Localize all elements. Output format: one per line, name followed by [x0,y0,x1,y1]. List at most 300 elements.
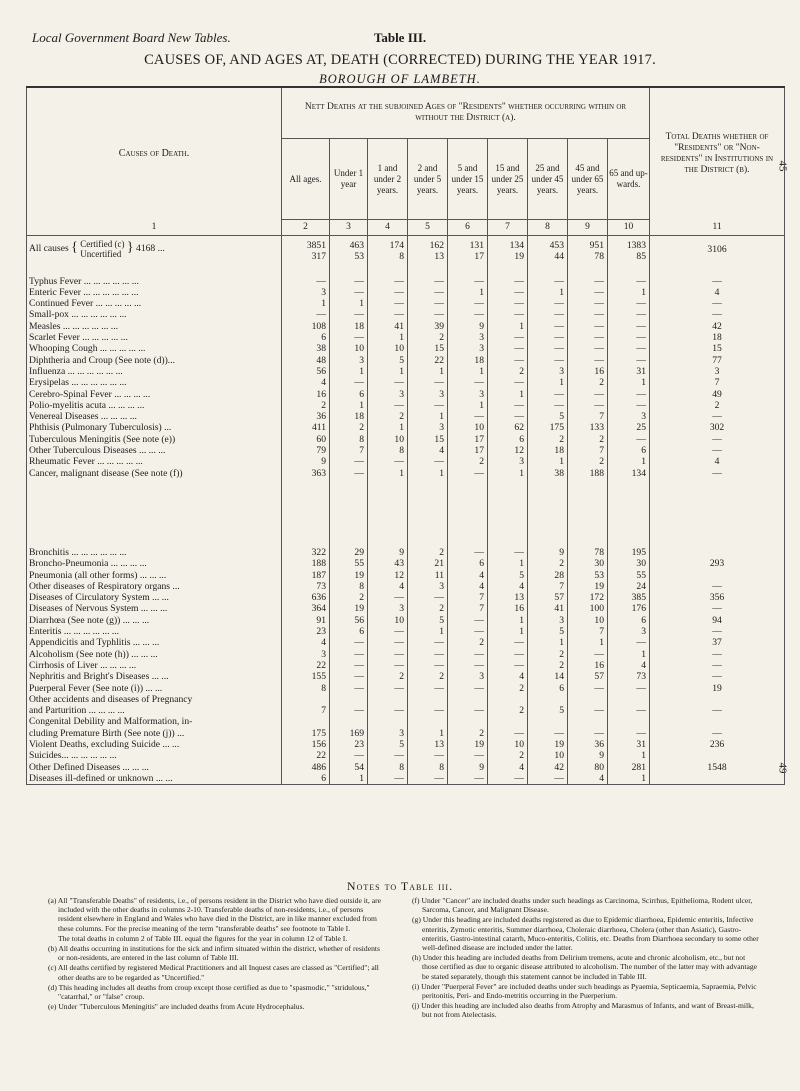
value-cell: 2 [448,728,488,739]
value-cell: 1 [488,615,528,626]
value-cell: 176 [608,603,650,614]
value-cell: 7 [528,581,568,592]
value-cell: 2 [448,637,488,648]
value-cell: 16 [282,389,330,400]
value-cell: 31 [608,366,650,377]
value-cell: 36 [568,739,608,750]
table-row [27,728,785,739]
value-cell: — [448,750,488,761]
value-cell: 19 [528,739,568,750]
value-cell: — [368,649,408,660]
value-cell: 1 [488,558,528,569]
value-cell: 57 [568,671,608,682]
value-cell: — [408,276,448,287]
value-cell [330,694,368,705]
value-cell: — [528,321,568,332]
value-cell: — [568,705,608,716]
value-cell: — [608,355,650,366]
value-cell: 1 [528,377,568,388]
institution-total-cell: — [650,276,785,287]
cause-cell: Typhus Fever ... ... ... ... ... ... [27,276,282,287]
value-cell: 3 [368,728,408,739]
table-row [27,468,785,479]
table-row [27,343,785,354]
cause-cell: Violent Deaths, excluding Suicide ... ... [27,739,282,750]
value-cell: 53 [330,251,368,262]
value-cell: — [448,547,488,558]
value-cell: 7 [568,626,608,637]
value-cell: 41 [368,321,408,332]
value-cell: — [448,705,488,716]
value-cell: — [608,276,650,287]
column-number: 11 [650,220,785,236]
value-cell: — [408,683,448,694]
value-cell: 17 [448,251,488,262]
page-number-bottom: 49 [776,762,789,774]
institution-total-cell: 19 [650,683,785,694]
value-cell: 5 [368,355,408,366]
value-cell: 1 [330,298,368,309]
note-paragraph: (c) All deaths certified by registered Medical Practitioners and all Inquest cases are classed as "Certified"; all other deaths are to be regarded as "Uncertified." [48,963,379,982]
value-cell: — [448,660,488,671]
value-cell: — [488,411,528,422]
empty-cell [448,263,488,276]
value-cell: 3 [448,389,488,400]
all-causes-label-cell [27,236,282,263]
cause-cell: Bronchitis ... ... ... ... ... ... [27,547,282,558]
value-cell: — [408,637,448,648]
value-cell: — [608,332,650,343]
value-cell: — [488,400,528,411]
empty-cell [650,479,785,547]
value-cell: 636 [282,592,330,603]
value-cell: 1 [368,366,408,377]
value-cell: 4 [488,762,528,773]
value-cell: — [330,287,368,298]
value-cell: — [368,626,408,637]
table-row [27,694,785,705]
cause-cell: Phthisis (Pulmonary Tuberculosis) ... [27,422,282,433]
value-cell: 4 [368,581,408,592]
value-cell: 41 [528,603,568,614]
uncertified-label: Uncertified [80,249,122,260]
institution-total-cell: 94 [650,615,785,626]
value-cell: 2 [330,592,368,603]
age-column-header: All ages. [282,139,330,220]
value-cell [448,716,488,727]
value-cell: 1 [488,321,528,332]
table-row [27,626,785,637]
cause-cell: Measles ... ... ... ... ... ... [27,321,282,332]
value-cell: 18 [528,445,568,456]
cause-cell: Pneumonia (all other forms) ... ... ... [27,570,282,581]
value-cell: — [488,287,528,298]
value-cell: — [568,298,608,309]
institution-total-cell: 7 [650,377,785,388]
institution-total-cell: — [650,298,785,309]
value-cell: 15 [408,343,448,354]
value-cell: 19 [330,603,368,614]
value-cell: — [568,343,608,354]
all-causes-label: All causes [29,243,69,255]
value-cell: 1 [528,287,568,298]
institution-total-cell: 18 [650,332,785,343]
value-cell [282,716,330,727]
value-cell [568,716,608,727]
value-cell: 56 [282,366,330,377]
value-cell: 28 [528,570,568,581]
brace-right: } [126,240,134,256]
value-cell: — [368,377,408,388]
value-cell [528,694,568,705]
brace-left: { [71,240,78,256]
all-causes-dots: ... [157,243,165,255]
value-cell: 80 [568,762,608,773]
value-cell: — [408,298,448,309]
value-cell: — [368,456,408,467]
value-cell: 23 [330,739,368,750]
value-cell: 1 [488,626,528,637]
value-cell: — [448,773,488,785]
value-cell: 3851 [282,236,330,252]
cause-cell: Rheumatic Fever ... ... ... ... ... [27,456,282,467]
cause-cell: Polio-myelitis acuta ... ... ... ... [27,400,282,411]
value-cell: — [528,355,568,366]
value-cell: 85 [608,251,650,262]
value-cell: — [488,773,528,785]
table-row [27,298,785,309]
table-row [27,434,785,445]
value-cell: 3 [408,581,448,592]
value-cell: — [488,298,528,309]
value-cell: — [488,343,528,354]
cause-cell: Diseases ill-defined or unknown ... ... [27,773,282,785]
table-row [27,570,785,581]
value-cell: 7 [282,705,330,716]
value-cell [368,694,408,705]
institution-total-cell [650,547,785,558]
nett-deaths-header: Nett Deaths at the subjoined Ages of "Residents" whether occurring within or without the District (a). [282,87,650,139]
value-cell: 364 [282,603,330,614]
column-number: 8 [528,220,568,236]
value-cell: 9 [448,762,488,773]
value-cell: 5 [488,570,528,581]
table-row [27,716,785,727]
total-deaths-header: Total Deaths whether of "Residents" or "Non-residents" in Institutions in the District (b). [650,87,785,220]
value-cell: — [368,592,408,603]
value-cell: 6 [488,434,528,445]
institution-total-cell: — [650,445,785,456]
empty-cell [528,263,568,276]
value-cell: 322 [282,547,330,558]
notes-title: Notes to Table iii. [346,879,454,893]
institution-total-cell: — [650,309,785,320]
note-paragraph: The total deaths in column 2 of Table III. equal the figures for the year in column 12 of Table I. [58,933,348,943]
certified-label: Certified (c) [80,239,125,250]
value-cell: — [368,637,408,648]
value-cell: — [608,434,650,445]
column-number: 5 [408,220,448,236]
cause-cell: Congenital Debility and Malformation, in- [27,716,282,727]
value-cell: 8 [368,762,408,773]
value-cell: 6 [448,558,488,569]
institution-total-cell: — [650,434,785,445]
certification-labels [80,239,124,259]
causes-of-death-table [26,86,785,785]
value-cell: — [330,637,368,648]
value-cell: 486 [282,762,330,773]
institution-total-cell [650,694,785,705]
value-cell: 1 [448,400,488,411]
table-row [27,762,785,773]
value-cell: 134 [608,468,650,479]
value-cell: 1 [608,456,650,467]
empty-cell [488,479,528,547]
value-cell: 4 [488,581,528,592]
cause-cell: Nephritis and Bright's Diseases ... ... [27,671,282,682]
value-cell: — [608,728,650,739]
value-cell: 10 [368,434,408,445]
table-row [27,456,785,467]
value-cell [528,716,568,727]
value-cell: 131 [448,236,488,252]
cause-cell: Diarrhœa (See note (g)) ... ... ... [27,615,282,626]
value-cell: 1 [608,750,650,761]
value-cell: 17 [448,434,488,445]
value-cell [608,716,650,727]
value-cell: 317 [282,251,330,262]
value-cell: 2 [528,434,568,445]
value-cell: 7 [330,445,368,456]
all-causes-certified-row [27,236,785,252]
value-cell: 2 [330,422,368,433]
notes-right-column [412,896,762,1021]
value-cell: 53 [568,570,608,581]
value-cell: — [368,683,408,694]
value-cell: 1 [608,773,650,785]
value-cell: — [488,276,528,287]
value-cell: 162 [408,236,448,252]
value-cell: — [608,705,650,716]
value-cell: 44 [528,251,568,262]
table-row [27,739,785,750]
institution-total-cell: 1548 [650,762,785,773]
table-row [27,683,785,694]
value-cell: — [448,615,488,626]
value-cell: 4 [448,570,488,581]
value-cell: 55 [330,558,368,569]
value-cell [488,716,528,727]
value-cell: 39 [408,321,448,332]
value-cell: — [408,592,448,603]
institution-total-cell [650,570,785,581]
institution-total-cell: 356 [650,592,785,603]
empty-cell [608,263,650,276]
cause-cell: Other Tuberculous Diseases ... ... ... [27,445,282,456]
value-cell: — [488,728,528,739]
empty-cell [330,479,368,547]
value-cell: — [568,276,608,287]
institution-total-cell: 3 [650,366,785,377]
value-cell: — [330,468,368,479]
note-paragraph: (f) Under "Cancer" are included deaths under such headings as Carcinoma, Scirrhus, Epithelioma, Rodent ulcer, Sarcoma, Cancer, and Malignant Disease. [412,896,753,915]
value-cell: — [488,547,528,558]
value-cell: 19 [568,581,608,592]
institution-total-cell: — [650,626,785,637]
value-cell: 8 [368,251,408,262]
note-paragraph: (a) All "Transferable Deaths" of residents, i.e., of persons resident in the District who have died outside it, are included with the other deaths in columns 2-10. Transferable deaths of non-residents, i.e., of persons resident elsewhere in England and Wales who have died in the District, are in like manner excluded from these columns. For the precise meaning of the term "transferable deaths" see footnote to Table I. [48,896,381,933]
value-cell: — [568,389,608,400]
value-cell: 7 [448,592,488,603]
table-row [27,377,785,388]
value-cell: 13 [408,739,448,750]
value-cell: 2 [488,683,528,694]
table-row [27,603,785,614]
value-cell: 1 [408,411,448,422]
value-cell: — [528,389,568,400]
value-cell: 156 [282,739,330,750]
page-subtitle: BOROUGH OF LAMBETH. [319,72,481,86]
value-cell: — [568,728,608,739]
value-cell: 2 [568,434,608,445]
value-cell: — [448,468,488,479]
value-cell: 2 [528,660,568,671]
empty-cell [650,263,785,276]
value-cell: — [448,683,488,694]
value-cell: 2 [368,671,408,682]
value-cell: 5 [528,411,568,422]
value-cell: — [368,287,408,298]
value-cell: 2 [408,547,448,558]
table-row [27,332,785,343]
value-cell: 79 [282,445,330,456]
value-cell: 78 [568,251,608,262]
value-cell: — [608,683,650,694]
value-cell: — [528,309,568,320]
value-cell: 195 [608,547,650,558]
cause-cell: Erysipelas ... ... ... ... ... ... [27,377,282,388]
value-cell: 2 [528,558,568,569]
value-cell: — [608,400,650,411]
value-cell: — [330,671,368,682]
value-cell: 1 [488,389,528,400]
cause-cell: Cancer, malignant disease (See note (f)) [27,468,282,479]
value-cell: — [408,750,448,761]
value-cell: 411 [282,422,330,433]
cause-cell: Diseases of Nervous System ... ... ... [27,603,282,614]
value-cell: — [408,456,448,467]
value-cell: 174 [368,236,408,252]
value-cell: 3 [528,615,568,626]
value-cell: 1 [448,366,488,377]
note-paragraph: (j) Under this heading are included also deaths from Atrophy and Marasmus of Infants, and want of Breast-milk, but not from Atelectasis. [412,1001,754,1020]
value-cell: 8 [330,581,368,592]
table-row [27,445,785,456]
value-cell: 13 [408,251,448,262]
spacer-row [27,479,785,547]
empty-cell [528,479,568,547]
value-cell: 15 [408,434,448,445]
value-cell: — [528,400,568,411]
value-cell: 100 [568,603,608,614]
table-row [27,400,785,411]
value-cell: 1 [608,287,650,298]
value-cell [488,694,528,705]
empty-cell [27,263,282,276]
value-cell: 10 [368,343,408,354]
table-row [27,321,785,332]
value-cell: 62 [488,422,528,433]
cause-cell: Suicides... ... ... ... ... ... [27,750,282,761]
value-cell: — [330,377,368,388]
value-cell: — [488,377,528,388]
value-cell: — [368,705,408,716]
value-cell: — [330,683,368,694]
value-cell: — [330,649,368,660]
value-cell: — [448,276,488,287]
cause-cell: Whooping Cough ... ... ... ... ... [27,343,282,354]
value-cell: 73 [282,581,330,592]
value-cell: 30 [608,558,650,569]
table-row [27,422,785,433]
empty-cell [368,479,408,547]
value-cell: 3 [330,355,368,366]
table-row [27,411,785,422]
value-cell: 187 [282,570,330,581]
value-cell: — [408,660,448,671]
value-cell: — [368,750,408,761]
value-cell: — [568,321,608,332]
value-cell: 18 [330,321,368,332]
value-cell: — [368,400,408,411]
table-row [27,581,785,592]
value-cell: — [568,683,608,694]
value-cell: 6 [608,445,650,456]
value-cell: 2 [488,750,528,761]
value-cell: 8 [282,683,330,694]
value-cell: 463 [330,236,368,252]
column-number: 2 [282,220,330,236]
value-cell: 951 [568,236,608,252]
value-cell: 19 [330,570,368,581]
value-cell: — [608,298,650,309]
value-cell: 3 [448,332,488,343]
institution-total-cell: — [650,603,785,614]
value-cell: 1 [330,773,368,785]
value-cell: — [608,321,650,332]
age-column-header: 65 and up-wards. [608,139,650,220]
value-cell: 42 [528,762,568,773]
value-cell: — [368,276,408,287]
value-cell: 175 [282,728,330,739]
value-cell: 1 [282,298,330,309]
age-column-header: 45 and under 65 years. [568,139,608,220]
value-cell: 38 [282,343,330,354]
cause-cell: Other diseases of Respiratory organs ... [27,581,282,592]
value-cell: 8 [368,445,408,456]
notes-left-column [48,896,383,1012]
value-cell: 10 [568,615,608,626]
value-cell: — [448,411,488,422]
value-cell [408,716,448,727]
empty-cell [608,479,650,547]
value-cell: 2 [408,603,448,614]
value-cell: — [330,332,368,343]
value-cell: 12 [488,445,528,456]
value-cell: 55 [608,570,650,581]
institution-total-cell: 42 [650,321,785,332]
value-cell: 3 [608,411,650,422]
